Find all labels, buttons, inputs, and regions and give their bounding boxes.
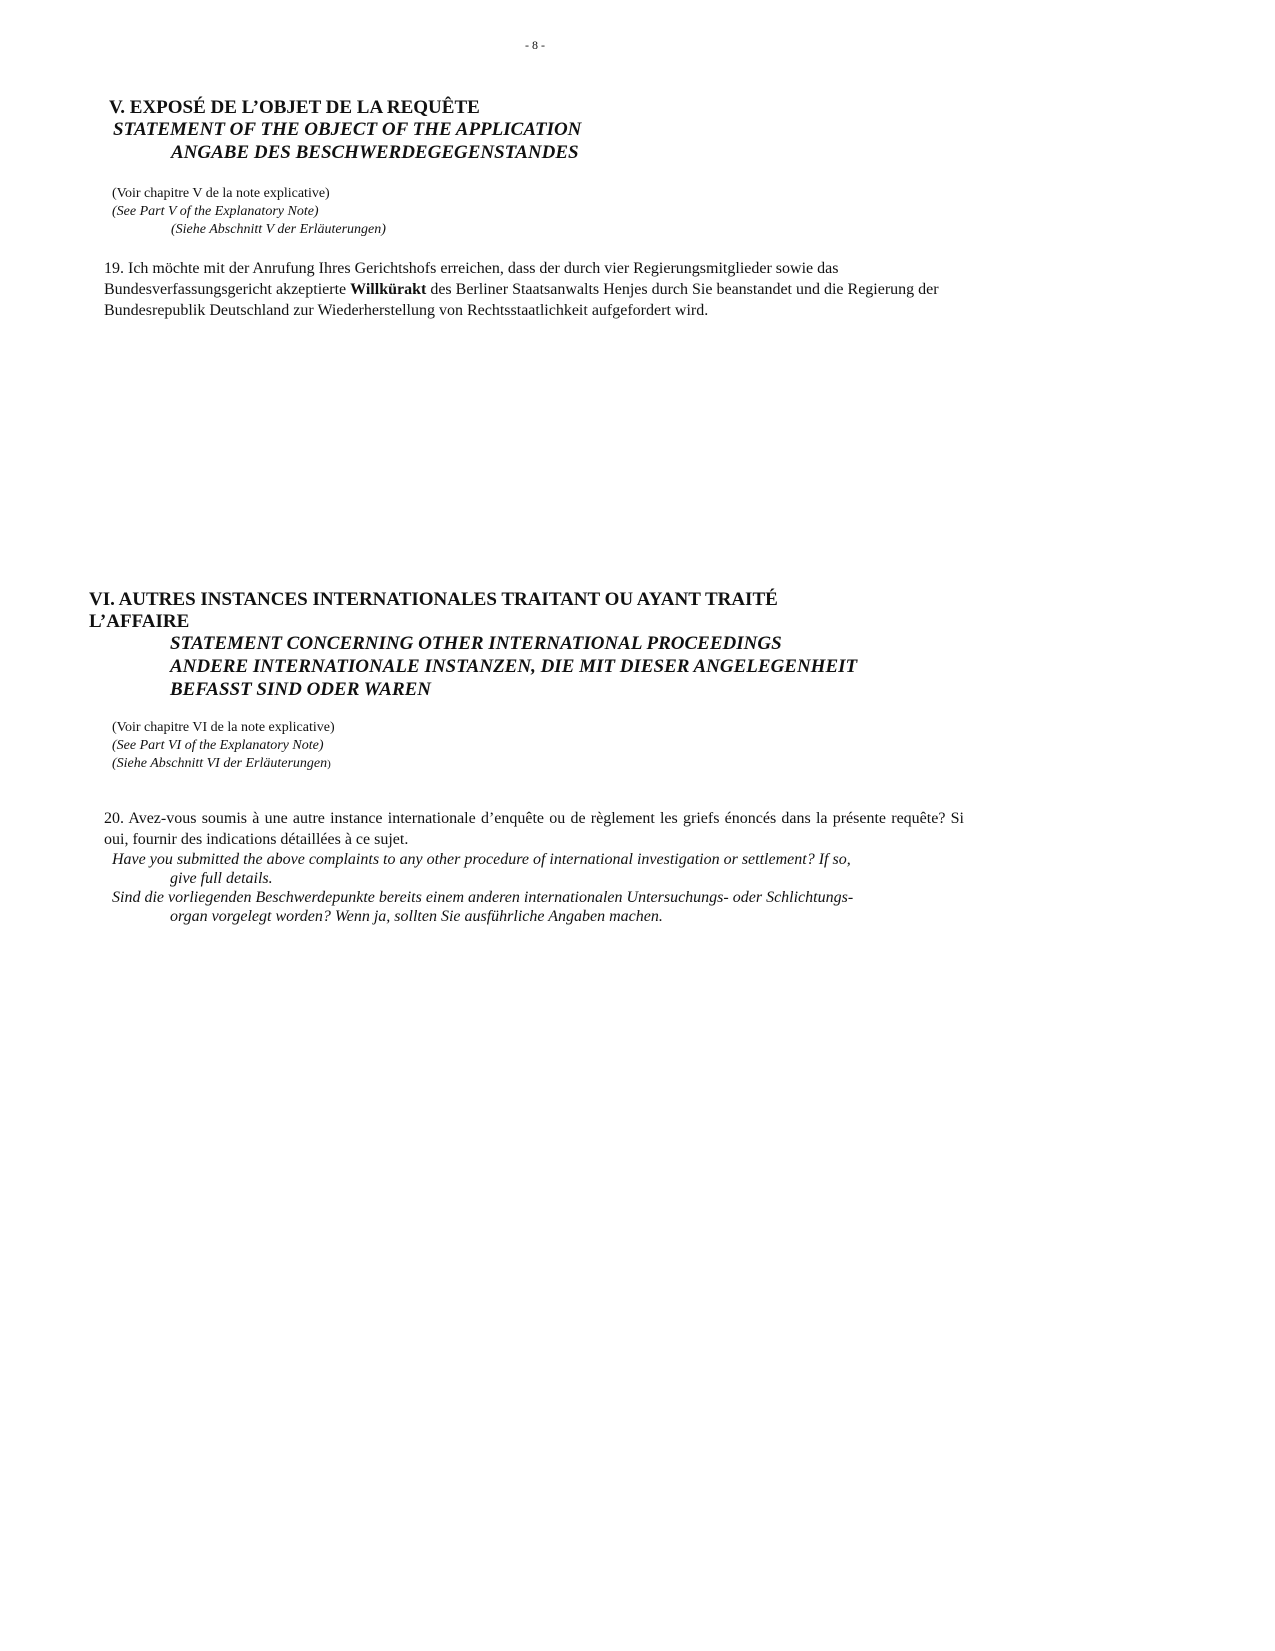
section-vi-ref-de-text: (Siehe Abschnitt VI der Erläuterungen (112, 756, 328, 771)
question-20-de-line2: organ vorgelegt worden? Wenn ja, sollten Sie ausführliche Angaben machen. (170, 908, 663, 925)
section-v-ref-de: (Siehe Abschnitt V der Erläuterungen) (171, 222, 386, 237)
question-20-en-line2: give full details. (170, 870, 273, 887)
question-20-en-line1: Have you submitted the above complaints to any other procedure of international investigation or settlement? If so, (112, 851, 851, 868)
section-vi-heading-de-line2: BEFASST SIND ODER WAREN (170, 679, 432, 700)
section-vi-heading-de-line1: ANDERE INTERNATIONALE INSTANZEN, DIE MIT DIESER ANGELEGENHEIT (170, 656, 858, 677)
section-vi-heading-en: STATEMENT CONCERNING OTHER INTERNATIONAL PROCEEDINGS (170, 633, 782, 654)
paragraph-19 (104, 258, 964, 321)
section-vi-ref-de-close: ) (327, 758, 331, 770)
section-vi-heading-fr-line1: VI. AUTRES INSTANCES INTERNATIONALES TRAITANT OU AYANT TRAITÉ (89, 589, 778, 610)
section-v-heading-de: ANGABE DES BESCHWERDEGEGENSTANDES (171, 142, 579, 163)
section-v-heading-en: STATEMENT OF THE OBJECT OF THE APPLICATION (113, 119, 582, 140)
question-20-de-line1: Sind die vorliegenden Beschwerdepunkte bereits einem anderen internationalen Untersuchungs- oder Schlichtungs- (112, 889, 854, 906)
section-vi-heading-fr-line2: L’AFFAIRE (89, 611, 190, 632)
section-v-heading-fr: V. EXPOSÉ DE L’OBJET DE LA REQUÊTE (109, 97, 480, 118)
page-number: - 8 - (525, 38, 545, 52)
section-vi-ref-fr: (Voir chapitre VI de la note explicative) (112, 720, 335, 735)
section-v-ref-fr: (Voir chapitre V de la note explicative) (112, 186, 330, 201)
question-20-fr: 20. Avez-vous soumis à une autre instance internationale d’enquête ou de règlement les griefs énoncés dans la présente requête? Si oui, fournir des indications détaillées à ce sujet. (104, 810, 964, 848)
paragraph-19-text-start: 19. Ich möchte mit der Anrufung Ihres Gerichtshofs erreichen, dass der durch vier Regierungsmitglieder sowie das Bundesverfassungsgericht akzeptierte (104, 260, 839, 298)
section-vi-ref-en: (See Part VI of the Explanatory Note) (112, 738, 324, 753)
paragraph-19-bold-term: Willkürakt (350, 281, 427, 298)
section-vi-ref-de (112, 756, 331, 772)
paragraph-19-text-end: des Berliner Staatsanwalts Henjes durch Sie beanstandet und die Regierung der Bundesrepublik Deutschland zur Wiederherstellung von Rechtsstaatlichkeit aufgefordert wird. (104, 281, 939, 319)
section-v-ref-en: (See Part V of the Explanatory Note) (112, 204, 319, 219)
